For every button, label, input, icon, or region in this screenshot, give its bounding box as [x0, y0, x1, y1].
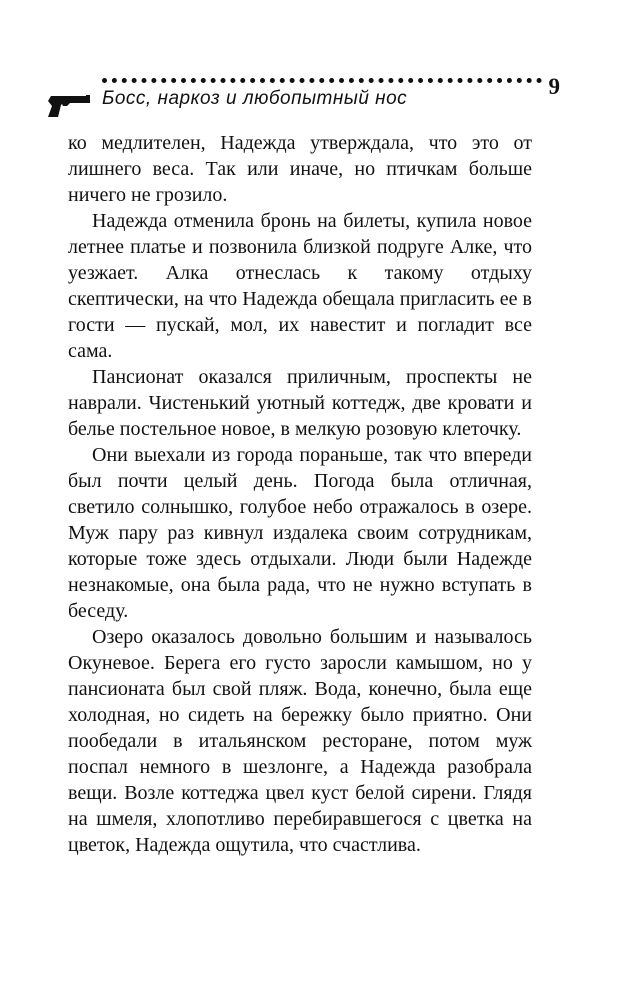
- paragraph: Пансионат оказался приличным, проспекты не наврали. Чистенький уютный коттедж, две кровати и белье постельное новое, в мелкую розовую клеточку.: [68, 366, 532, 440]
- paragraph: Озеро оказалось довольно большим и называлось Окуневое. Берега его густо заросли камышом, но у пансионата был свой пляж. Вода, конечно, была еще холодная, но сидеть на бережку было приятно. Они пообедали в итальянском ресторане, потом муж поспал немного в шезлонге, а Надежда разобрала вещи. Возле коттеджа цвел куст белой сирени. Глядя на шмеля, хлопотливо перебиравшегося с цветка на цветок, Надежда ощутила, что счастлива.: [68, 626, 532, 856]
- page-header: [46, 74, 560, 128]
- paragraph: Надежда отменила бронь на билеты, купила новое летнее платье и позвонила близкой подруге Алке, что уезжает. Алка отнеслась к такому отдыху скептически, на что Надежда обещала пригласить ее в гости — пускай, мол, их навестит и погладит все сама.: [68, 210, 532, 362]
- paragraph: ко медлителен, Надежда утверждала, что это от лишнего веса. Так или иначе, но птичкам больше ничего не грозило.: [68, 132, 532, 206]
- dotted-rule: [102, 78, 542, 83]
- page-number: 9: [548, 74, 560, 99]
- running-title: Босс, наркоз и любопытный нос: [102, 88, 408, 109]
- paragraph: Они выехали из города пораньше, так что впереди был почти целый день. Погода была отличная, светило солнышко, голубое небо отражалось в озере. Муж пару раз кивнул издалека своим сотрудникам, которые тоже здесь отдыхали. Люди были Надежде незнакомые, она была рада, что не нужно вступать в беседу.: [68, 444, 532, 622]
- body-text: [68, 130, 532, 858]
- revolver-icon: [46, 92, 92, 118]
